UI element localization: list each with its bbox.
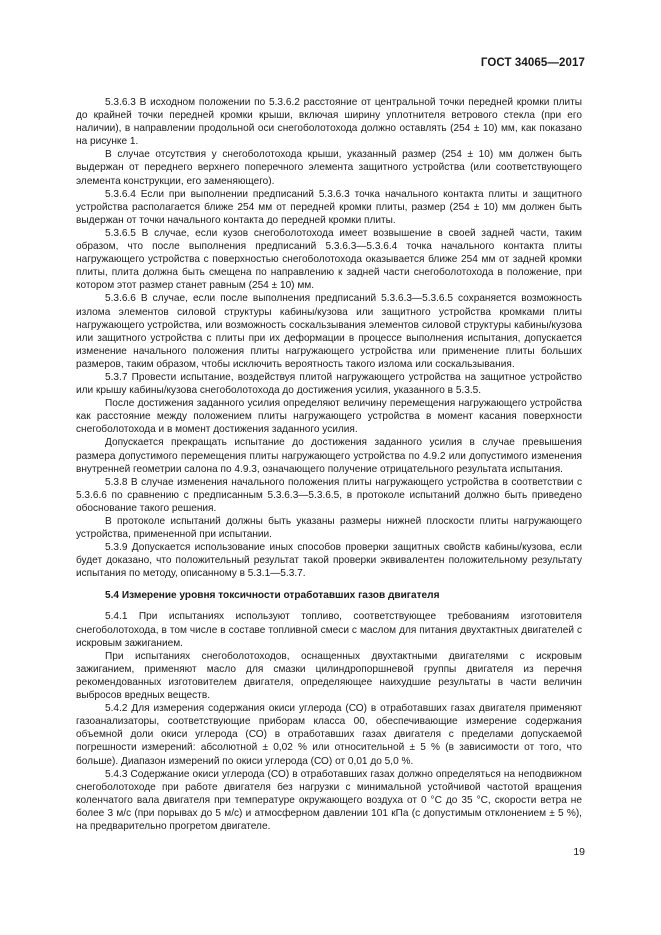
paragraph: 5.3.8 В случае изменения начального положения плиты нагружающего устройства в соответствии с 5.3.6.6 по сравнению с предписанным 5.3.6.3—5.3.6.5, в протоколе испытаний должно быть приведено обоснование такого решения. [76, 476, 582, 514]
paragraph: 5.3.9 Допускается использование иных способов проверки защитных свойств кабины/кузова, если будет доказано, что положительный результат такой проверки эквивалентен положительному результату испытания по методу, описанному в 5.3.1—5.3.7. [76, 542, 582, 580]
document-header: ГОСТ 34065—2017 [480, 57, 585, 69]
paragraph: 5.3.6.4 Если при выполнении предписаний 5.3.6.3 точка начального контакта плиты и защитного устройства располагается ближе 254 мм от передней кромки плиты, размер (254 ± 10) мм должен быть выдержан от точки начального контакта до передней кромки плиты. [76, 188, 582, 226]
paragraph: При испытаниях снегоболотоходов, оснащенных двухтактными двигателями с искровым зажиганием, применяют масло для смазки цилиндропоршневой группы двигателя из перечня рекомендованных изготовителем двигателя, определяющее наихудшие результаты в части величин выбросов вредных веществ. [76, 650, 582, 702]
paragraph: Допускается прекращать испытание до достижения заданного усилия в случае превышения размера допустимого перемещения плиты нагружающего устройства по 4.9.2 или допустимого изменения внутренней геометрии салона по 4.9.3, означающего получение отрицательного результата испытания. [76, 437, 582, 475]
paragraph: 5.3.7 Провести испытание, воздействуя плитой нагружающего устройства на защитное устройство или крышу кабины/кузова снегоболотохода до достижения усилия, указанного в 5.3.5. [76, 371, 582, 397]
paragraph: 5.4.2 Для измерения содержания окиси углерода (СО) в отработавших газах двигателя применяют газоанализаторы, соответствующие приборам класса 00, обеспечивающие измерение содержания объемной доли окиси углерода (СО) в отработавших газах двигателя с пределами допускаемой погрешности измерений: абсолютной ± 0,02 % или относительной ± 5 % (в зависимости от того, что больше). Диапазон измерений по окиси углерода (СО) от 0,01 до 5,0 %. [76, 703, 582, 767]
paragraph: В протоколе испытаний должны быть указаны размеры нижней плоскости плиты нагружающего устройства, примененной при испытании. [76, 516, 582, 541]
paragraph: 5.4.3 Содержание окиси углерода (СО) в отработавших газах должно определяться на неподвижном снегоболотоходе при работе двигателя без нагрузки с минимальной устойчивой частотой вращения коленчатого вала двигателя при температуре окружающего воздуха от 0 °С до 35 °С, скорости ветра не более 3 м/с (при порывах до 5 м/с) и атмосферном давлении 101 кПа (с допустимым отклонением ± 5 %), на предварительно прогретом двигателе. [76, 768, 582, 832]
document-body [76, 96, 582, 833]
paragraph: 5.3.6.6 В случае, если после выполнения предписаний 5.3.6.3—5.3.6.5 сохраняется возможность излома элементов силовой структуры кабины/кузова или защитного устройства кромками плиты нагружающего устройства, или возможность соскальзывания элементов силовой структуры кабины/кузова или защитного устройства с плиты при их деформации в процессе выполнения испытания, допускается изменение начального положения плиты нагружающего устройства или применение плиты больших размеров, таким образом, чтобы исключить вероятность такого излома или соскальзывания. [76, 293, 582, 370]
page-number: 19 [573, 846, 585, 858]
paragraph: После достижения заданного усилия определяют величину перемещения нагружающего устройства как расстояние между положением плиты нагружающего устройства в момент касания поверхности снегоболотохода и в момент достижения заданного усилия. [76, 398, 582, 436]
paragraph: 5.4.1 При испытаниях используют топливо, соответствующее требованиям изготовителя снегоболотохода, в том числе в составе топливной смеси с маслом для питания двухтактных двигателей с искровым зажиганием. [76, 611, 582, 649]
section-heading: 5.4 Измерение уровня токсичности отработавших газов двигателя [105, 590, 440, 602]
paragraph: В случае отсутствия у снегоболотохода крыши, указанный размер (254 ± 10) мм должен быть выдержан от переднего верхнего поперечного элемента защитного устройства (или соответствующего элемента конструкции, его заменяющего). [76, 149, 582, 187]
paragraph: 5.3.6.3 В исходном положении по 5.3.6.2 расстояние от центральной точки передней кромки плиты до крайней точки передней кромки крыши, включая ширину уплотнителя ветрового стекла (при его наличии), в направлении продольной оси снегоболотохода должно оставлять (254 ± 10) мм, как показано на рисунке 1. [76, 97, 582, 148]
paragraph: 5.3.6.5 В случае, если кузов снегоболотохода имеет возвышение в своей задней части, таким образом, что после выполнения предписаний 5.3.6.3—5.3.6.4 точка начального контакта плиты нагружающего устройства с поверхностью снегоболотохода оказывается ближе 254 мм от задней кромки плиты, плита должна быть смещена по направлению к задней части снегоболотохода в положение, при котором этот размер станет равным (254 ± 10) мм. [76, 227, 582, 292]
